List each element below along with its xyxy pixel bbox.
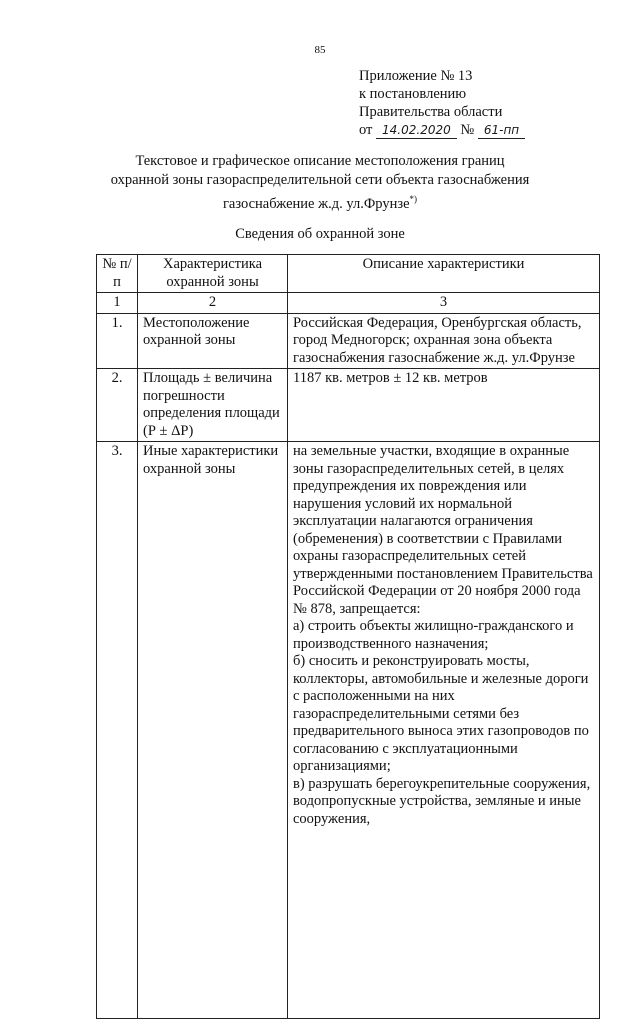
row-description [288, 442, 600, 1019]
title-line-2: охранной зоны газораспределительной сети объекта газоснабжения [110, 172, 530, 188]
table-header-row [97, 255, 600, 293]
col-number-1: 1 [97, 293, 138, 314]
section-subtitle: Сведения об охранной зоне [235, 226, 405, 242]
protection-zone-table [96, 254, 600, 1019]
appendix-line-2: к постановлению [359, 86, 467, 102]
appendix-block [359, 67, 525, 139]
col-number-2: 2 [138, 293, 288, 314]
appendix-line-3: Правительства области [359, 104, 503, 120]
description-paragraph: на земельные участки, входящие в охранные зоны газораспределительных сетей, в целях предупреждения их повреждения или нарушения условий их нормальной эксплуатации налагаются ограничения (обременения) в соответствии с Правилами охраны газораспределительных сетей утвержденными постановлением Правительства Российской Федерации от 20 ноября 2000 года № 878, запрещается: [293, 443, 593, 617]
number-prefix: № [460, 122, 475, 138]
header-characteristic: Характеристика охранной зоны [138, 255, 288, 293]
table-row [97, 313, 600, 369]
table-row [97, 369, 600, 442]
row-num: 3. [97, 442, 138, 1019]
handwritten-number: 61-пп [478, 123, 525, 139]
description-paragraph: а) строить объекты жилищно-гражданского и производственного назначения; [293, 618, 574, 652]
description-paragraph: б) сносить и реконструировать мосты, коллекторы, автомобильные и железные дороги с расположенными на них газораспределительными сетями без предварительного выноса этих газопроводов по согласованию с эксплуатационными организациями; [293, 653, 589, 774]
row-characteristic: Иные характеристики охранной зоны [138, 442, 288, 1019]
row-num: 1. [97, 313, 138, 369]
title-line-1: Текстовое и графическое описание местоположения границ [135, 153, 505, 169]
header-description: Описание характеристики [288, 255, 600, 293]
date-prefix: от [359, 122, 373, 138]
handwritten-date: 14.02.2020 [376, 123, 457, 139]
page-number: 85 [314, 44, 326, 56]
row-description: 1187 кв. метров ± 12 кв. метров [288, 369, 600, 442]
description-paragraph: в) разрушать берегоукрепительные сооружения, водопропускные устройства, земляные и иные сооружения, [293, 775, 591, 827]
column-number-row [97, 293, 600, 314]
row-characteristic: Местоположение охранной зоны [138, 313, 288, 369]
title-line-3: газоснабжение ж.д. ул.Фрунзе*) [222, 194, 418, 212]
row-description: Российская Федерация, Оренбургская область, город Медногорск; охранная зона объекта газоснабжения газоснабжение ж.д. ул.Фрунзе [288, 313, 600, 369]
table-row [97, 442, 600, 1019]
footnote-mark: *) [409, 194, 418, 204]
col-number-3: 3 [288, 293, 600, 314]
row-num: 2. [97, 369, 138, 442]
header-num: № п/п [97, 255, 138, 293]
row-characteristic: Площадь ± величина погрешности определения площади (Р ± ΔР) [138, 369, 288, 442]
appendix-date-line [359, 121, 525, 139]
document-title [0, 152, 640, 214]
appendix-line-1: Приложение № 13 [359, 68, 473, 84]
